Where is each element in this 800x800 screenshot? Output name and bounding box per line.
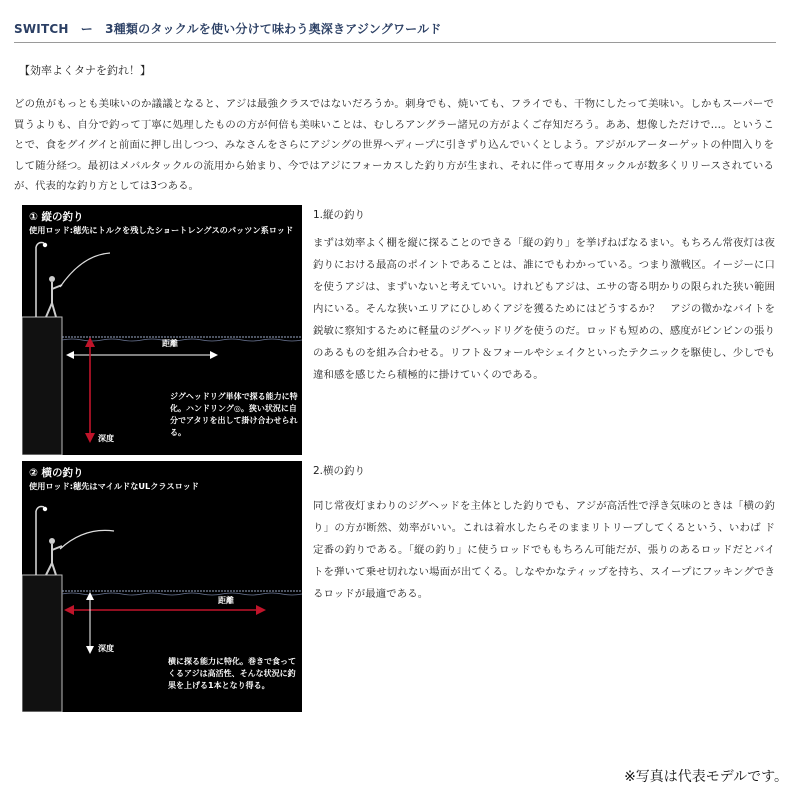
angler-body bbox=[46, 282, 62, 317]
angler-body bbox=[46, 544, 62, 575]
intro-paragraph: どの魚がもっとも美味いのか議議となると、アジは最強クラスではないだろうか。刺身でも、焼いても、フライでも、干物にしたって美味い。しかもスーパーで買うよりも、自分で釣って丁寧に処理したものの方が何倍も美味いことは、むしろアングラー諸兄の方がよくご存知だろう。ああ、想像しただけで…。ということで、食をグイグイと前面に押し出しつつ、みなさんをさらにアジングの世界へディープに引きずり込んでいくとしよう。アジがルアーターゲットの仲間入りをして随分経つ。最初はメバルタックルの流用から始まり、今ではアジにフォーカスした釣り方が生まれ、それに伴って専用タックルが数多くリリースされているが、代表的な釣り方としては3つある。 bbox=[14, 98, 774, 192]
rod-line bbox=[60, 253, 110, 287]
diagram-horizontal-fishing bbox=[22, 461, 302, 712]
panel-title-vertical: ① 縦の釣り bbox=[29, 211, 84, 223]
representative-model-footnote: ※写真は代表モデルです。 bbox=[624, 769, 788, 785]
pier-shape bbox=[22, 317, 62, 455]
lamp-light bbox=[43, 507, 47, 511]
header-divider bbox=[14, 42, 776, 43]
section-body-vertical: まずは効率よく棚を縦に探ることのできる「縦の釣り」を挙げねばなるまい。もちろん常夜灯は夜釣りにおける最高のポイントであることは、誰にでもわかっている。つまり激戦区。イージーに口を使うアジは、まずいないと考えていい。けれどもアジは、エサの寄る明かりの限られた狭い範囲内にいる。そんな狭いエリアにひしめくアジを獲るためにはどうするか？ アジの微かなバイトを鋭敏に察知するために軽量のジグヘッドリグを使うのだ。ロッドも短めの、感度がビンビンの張りのあるものを組み合わせる。リフト＆フォールやシェイクといったテクニックを駆使し、少しでも違和感を感じたら積極的に掛けていくのである。 bbox=[313, 237, 775, 381]
angler-head bbox=[49, 276, 55, 282]
rod-line bbox=[60, 530, 114, 549]
panel-note-horizontal: 横に探る能力に特化。巻きで食ってくるアジは高活性、そんな状況に釣果を上げる1本となり得る。 bbox=[168, 657, 296, 690]
page-header-title: SWITCH ー 3種類のタックルを使い分けて味わう奥深きアジングワールド bbox=[14, 22, 442, 36]
distance-label: 距離 bbox=[162, 339, 178, 348]
depth-label: 深度 bbox=[98, 434, 114, 443]
section-heading: 【効率よくタナを釣れ！】 bbox=[19, 64, 151, 77]
angler-head bbox=[49, 538, 55, 544]
diagram-vertical-fishing bbox=[22, 205, 302, 455]
panel-title-horizontal: ② 横の釣り bbox=[29, 467, 84, 479]
panel-rod-spec-horizontal: 使用ロッド:穂先はマイルドなULクラスロッド bbox=[29, 481, 199, 491]
distance-label: 距離 bbox=[218, 596, 234, 605]
section-label-horizontal: 2.横の釣り bbox=[313, 465, 366, 477]
panel-note-vertical: ジグヘッドリグ単体で探る能力に特化。ハンドリング◎。狭い状況に自分でアタリを出して掛け合わせられる。 bbox=[170, 392, 298, 437]
lamp-light bbox=[43, 243, 47, 247]
section-label-vertical: 1.縦の釣り bbox=[313, 209, 366, 221]
panel-rod-spec-vertical: 使用ロッド:穂先にトルクを残したショートレングスのパッツン系ロッド bbox=[29, 225, 294, 235]
depth-label: 深度 bbox=[98, 644, 114, 653]
section-body-horizontal: 同じ常夜灯まわりのジグヘッドを主体とした釣りでも、アジが高活性で浮き気味のときは「横の釣り」の方が断然、効率がいい。これは着水したらそのままリトリーブしてくるという、いわば ド定番の釣りである。「縦の釣り」に使うロッドでももちろん可能だが、張りのあるロッドだとバイトを弾いて乗せ切れない場面が出てくる。しなやかなティップを持ち、スイープにフッキングできるロッドが最適である。 bbox=[313, 500, 775, 600]
pier-shape bbox=[22, 575, 62, 712]
